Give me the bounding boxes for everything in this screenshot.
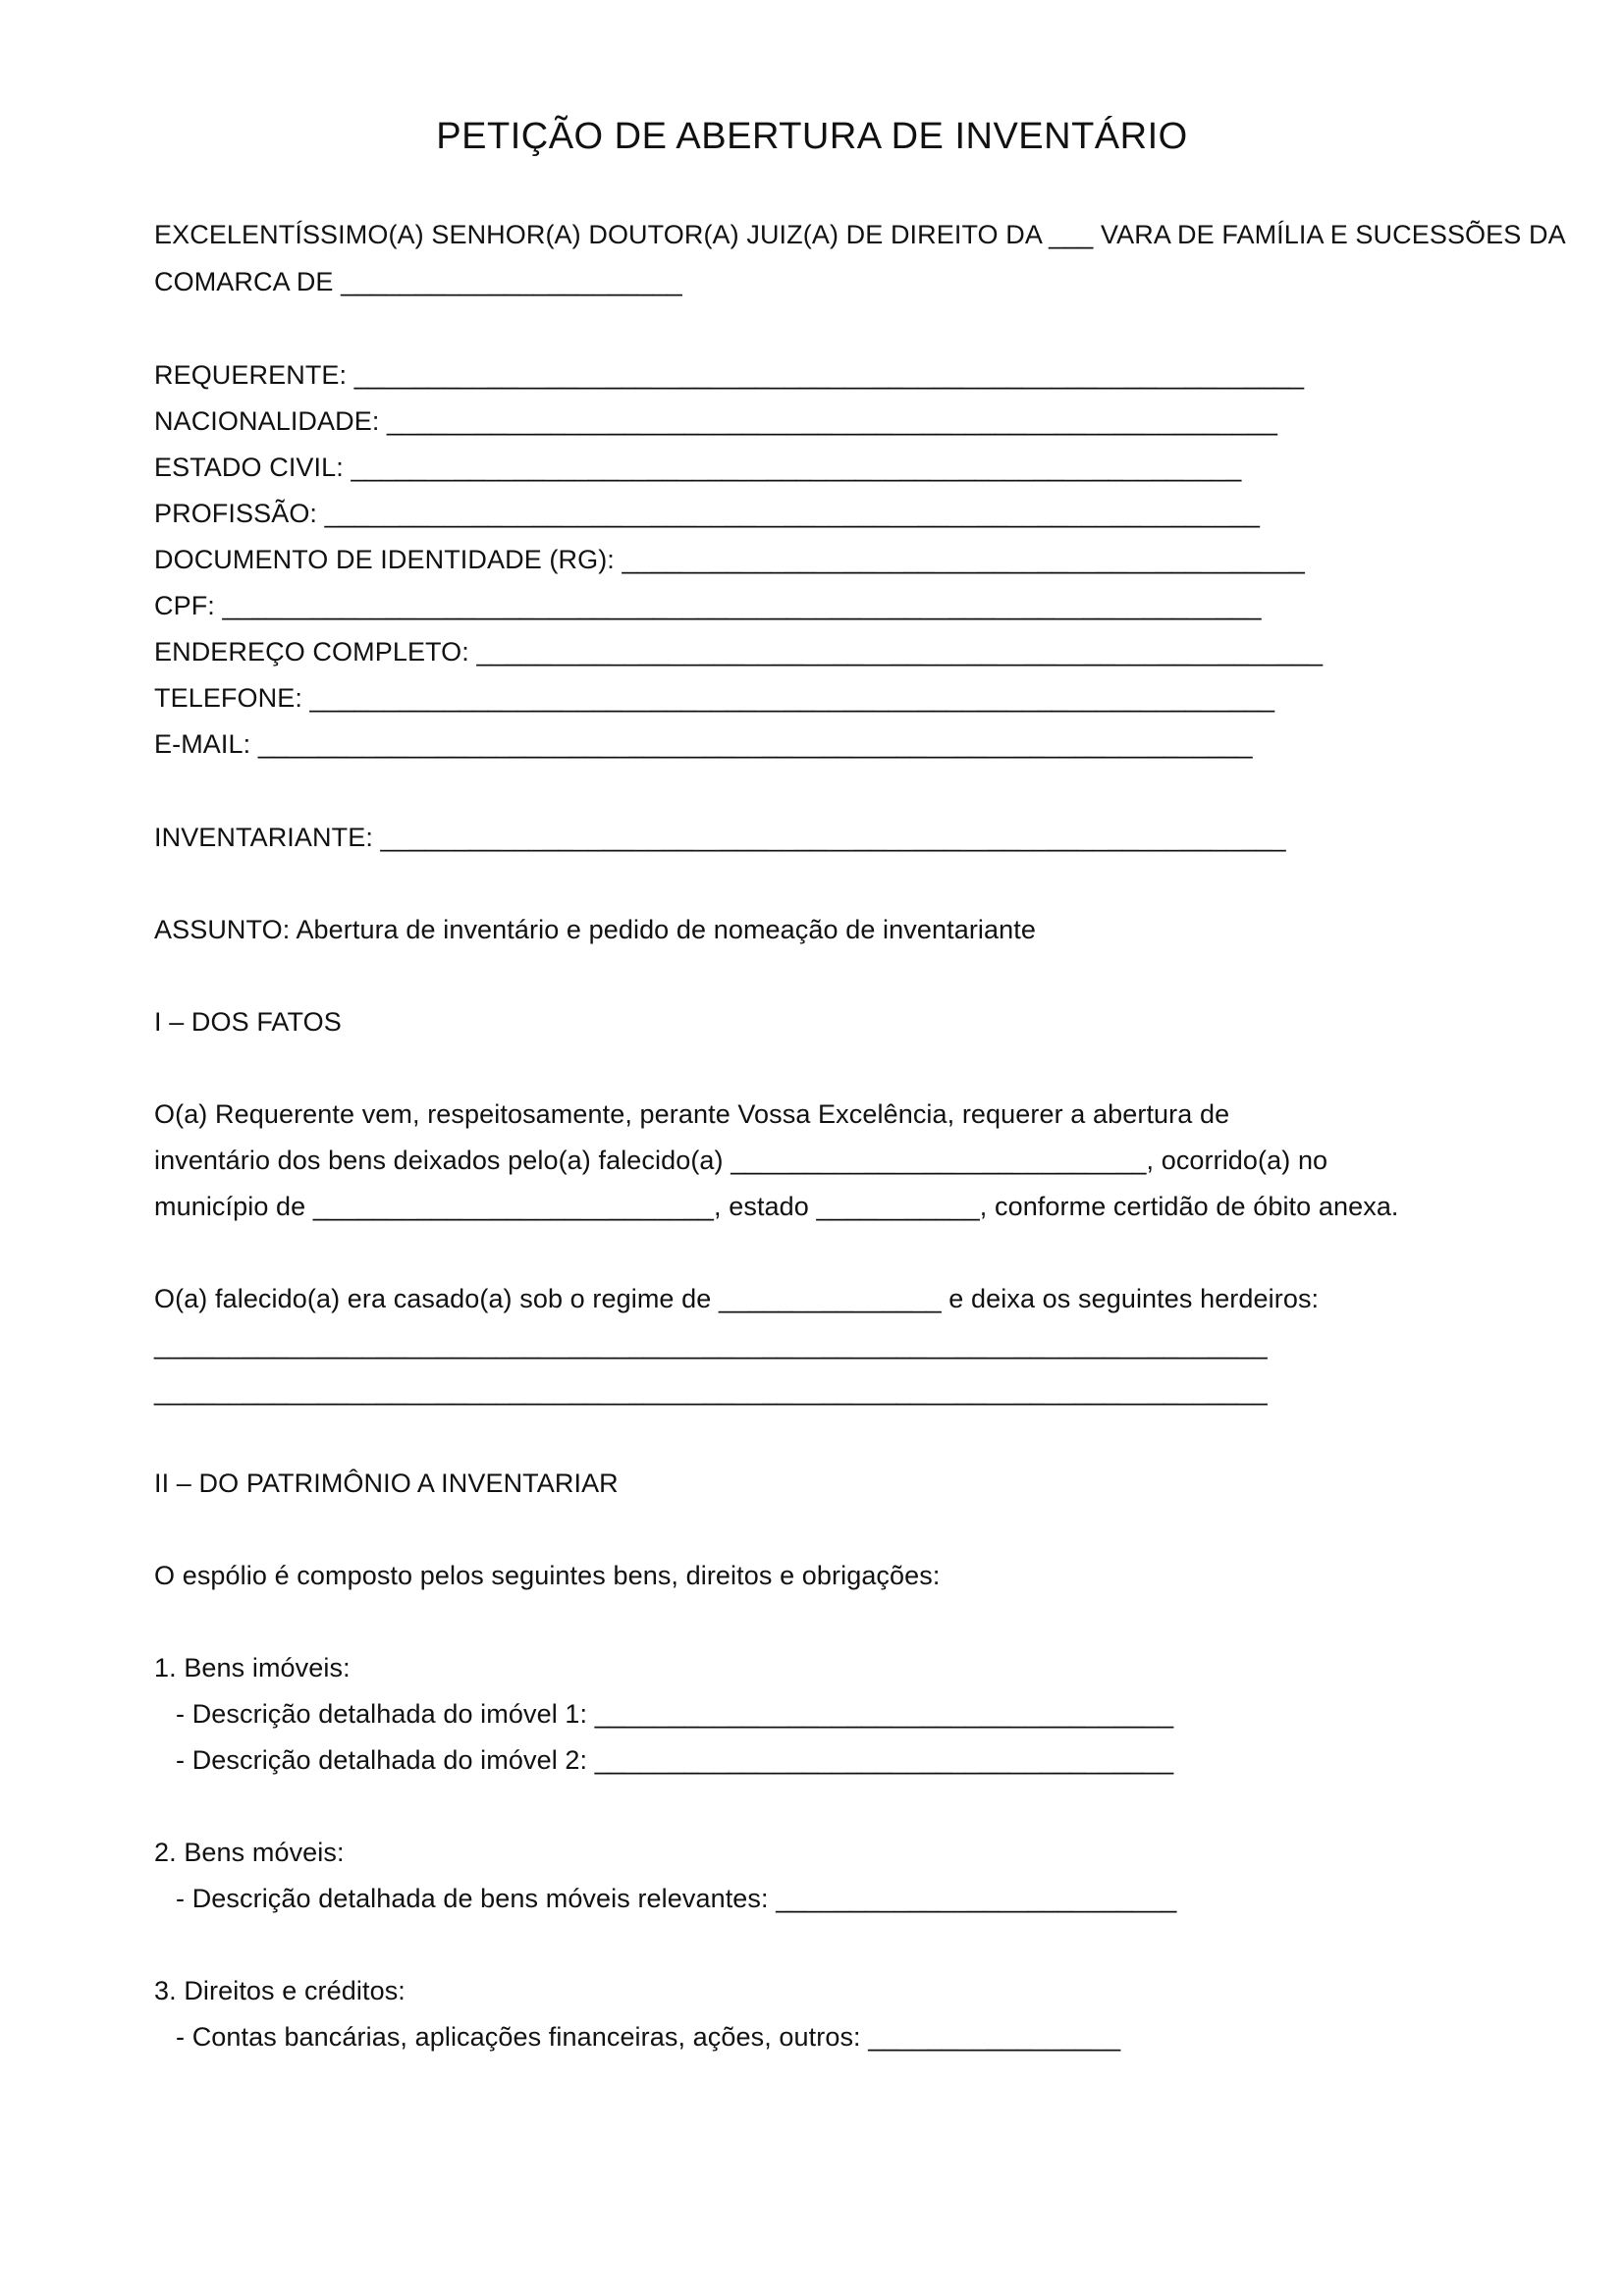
- field-nacionalidade: NACIONALIDADE: ____________________________________________________________: [154, 406, 1278, 436]
- item-bens-moveis-line: - Descrição detalhada de bens móveis relevantes: ___________________________: [176, 1884, 1177, 1913]
- section-heading-patrimonio: II – DO PATRIMÔNIO A INVENTARIAR: [154, 1468, 619, 1498]
- item-imovel-2-line: - Descrição detalhada do imóvel 2: _______________________________________: [176, 1745, 1174, 1775]
- field-cpf: CPF: ______________________________________________________________________: [154, 591, 1262, 620]
- addressee-line-1: EXCELENTÍSSIMO(A) SENHOR(A) DOUTOR(A) JUIZ(A) DE DIREITO DA ___ VARA DE FAMÍLIA E SUCESSÕES DA: [154, 220, 1566, 249]
- heirs-paragraph: O(a) falecido(a) era casado(a) sob o regime de _______________ e deixa os seguintes herdeiros:: [154, 1284, 1320, 1313]
- field-requerente: REQUERENTE: ________________________________________________________________: [154, 360, 1305, 390]
- item-bens-moveis-label: 2. Bens móveis:: [154, 1838, 345, 1867]
- addressee-line-2: COMARCA DE _______________________: [154, 267, 682, 296]
- facts-paragraph-line-1: O(a) Requerente vem, respeitosamente, perante Vossa Excelência, requerer a abertura de: [154, 1099, 1230, 1129]
- field-inventariante: INVENTARIANTE: _____________________________________________________________: [154, 823, 1286, 852]
- field-estado-civil: ESTADO CIVIL: ____________________________________________________________: [154, 453, 1242, 482]
- field-email: E-MAIL: ___________________________________________________________________: [154, 729, 1253, 759]
- field-telefone: TELEFONE: _________________________________________________________________: [154, 683, 1275, 713]
- subject-line: ASSUNTO: Abertura de inventário e pedido de nomeação de inventariante: [154, 915, 1036, 944]
- facts-paragraph-line-2: inventário dos bens deixados pelo(a) falecido(a) ____________________________, ocorrido(a) no: [154, 1146, 1328, 1175]
- facts-paragraph-line-3: município de ___________________________, estado ___________, conforme certidão de óbito anexa.: [154, 1192, 1399, 1221]
- estate-intro: O espólio é composto pelos seguintes bens, direitos e obrigações:: [154, 1561, 941, 1590]
- field-rg: DOCUMENTO DE IDENTIDADE (RG): ______________________________________________: [154, 545, 1305, 574]
- heir-blank-line-1: ___________________________________________________________________________: [154, 1330, 1268, 1360]
- heir-blank-line-2: ___________________________________________________________________________: [154, 1376, 1268, 1406]
- section-heading-fatos: I – DOS FATOS: [154, 1007, 342, 1037]
- item-direitos-line: - Contas bancárias, aplicações financeiras, ações, outros: _________________: [176, 2022, 1121, 2052]
- field-profissao: PROFISSÃO: _______________________________________________________________: [154, 499, 1260, 528]
- item-direitos-label: 3. Direitos e créditos:: [154, 1976, 406, 2005]
- document-title: PETIÇÃO DE ABERTURA DE INVENTÁRIO: [436, 116, 1188, 157]
- field-endereco: ENDEREÇO COMPLETO: _________________________________________________________: [154, 637, 1324, 667]
- item-bens-imoveis-label: 1. Bens imóveis:: [154, 1653, 351, 1682]
- item-imovel-1-line: - Descrição detalhada do imóvel 1: _______________________________________: [176, 1699, 1174, 1729]
